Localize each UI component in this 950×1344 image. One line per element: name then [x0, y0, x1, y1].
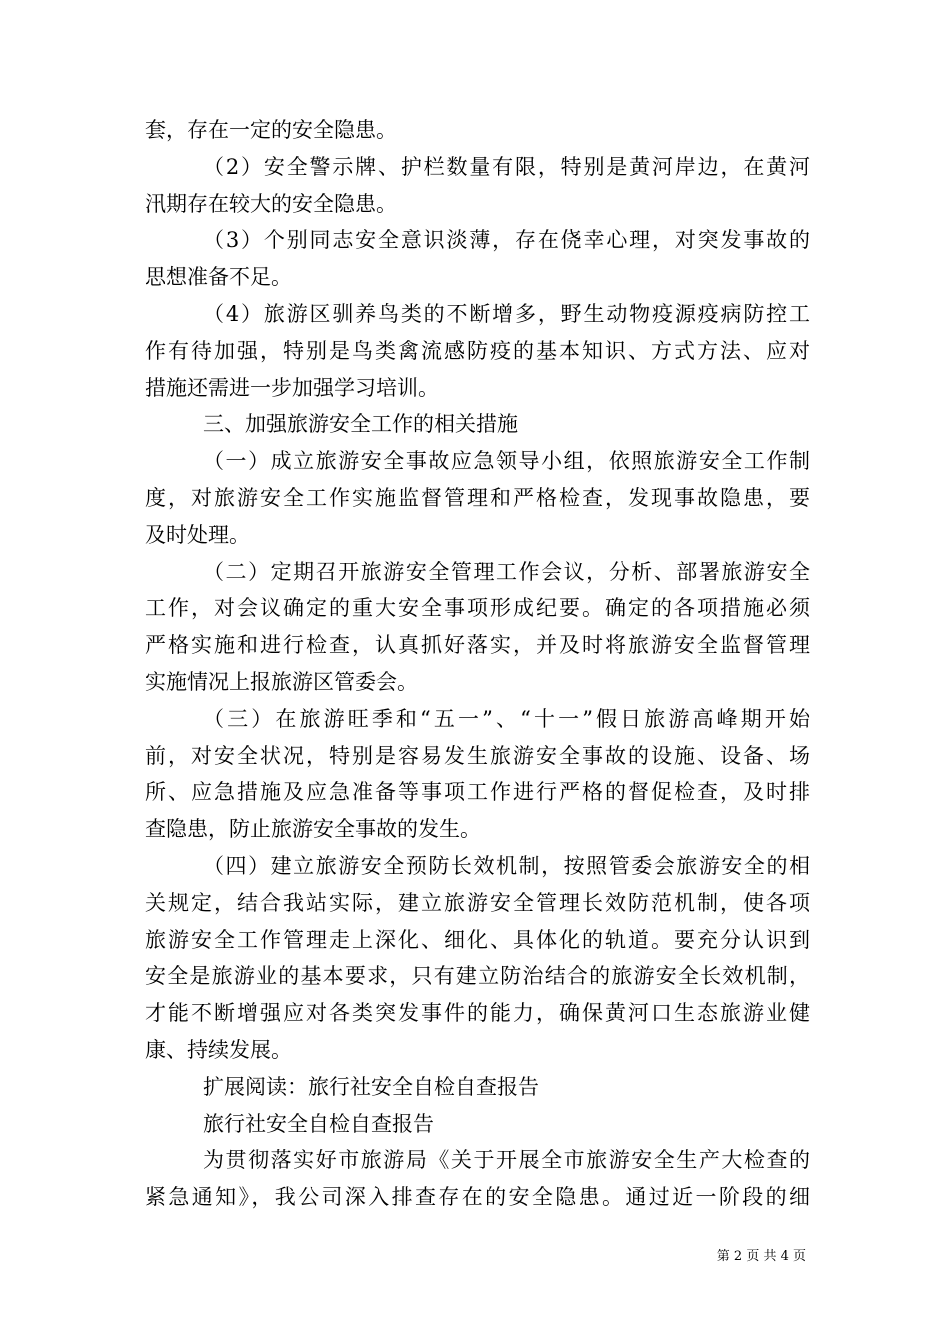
- text-line: 为贯彻落实好市旅游局《关于开展全市旅游安全生产大检查的: [203, 1148, 810, 1173]
- text-line: （四）建立旅游安全预防长效机制，按照管委会旅游安全的相: [203, 853, 810, 878]
- text-line: 才能不断增强应对各类突发事件的能力，确保黄河口生态旅游业健: [145, 1001, 810, 1026]
- text-line: 前，对安全状况，特别是容易发生旅游安全事故的设施、设备、场: [145, 743, 810, 768]
- document-body: [145, 112, 810, 1216]
- text-line: 思想准备不足。: [145, 265, 292, 290]
- text-line: （4）旅游区驯养鸟类的不断增多，野生动物疫源疫病防控工: [203, 301, 810, 326]
- text-line: 紧急通知》，我公司深入排查存在的安全隐患。通过近一阶段的细: [145, 1185, 810, 1210]
- text-line: 工作，对会议确定的重大安全事项形成纪要。确定的各项措施必须: [145, 596, 810, 621]
- text-line: 实施情况上报旅游区管委会。: [145, 669, 418, 694]
- text-line: （二）定期召开旅游安全管理工作会议，分析、部署旅游安全: [203, 559, 810, 584]
- text-line: （一）成立旅游安全事故应急领导小组，依照旅游安全工作制: [203, 449, 810, 474]
- text-line: 及时处理。: [145, 522, 250, 547]
- text-line: 旅行社安全自检自查报告: [203, 1111, 434, 1136]
- text-line: （3）个别同志安全意识淡薄，存在侥幸心理，对突发事故的: [203, 228, 810, 253]
- text-line: （三）在旅游旺季和“五一”、“十一”假日旅游高峰期开始: [203, 706, 810, 731]
- text-line: 汛期存在较大的安全隐患。: [145, 191, 397, 216]
- text-line: 关规定，结合我站实际，建立旅游安全管理长效防范机制，使各项: [145, 890, 810, 915]
- text-line: 查隐患，防止旅游安全事故的发生。: [145, 817, 481, 842]
- text-line: 扩展阅读：旅行社安全自检自查报告: [203, 1074, 539, 1099]
- page-number-footer: 第 2 页 共 4 页: [716, 1249, 806, 1264]
- text-line: 康、持续发展。: [145, 1037, 292, 1062]
- text-line: 所、应急措施及应急准备等事项工作进行严格的督促检查，及时排: [145, 780, 810, 805]
- text-line: 作有待加强，特别是鸟类禽流感防疫的基本知识、方式方法、应对: [145, 338, 810, 363]
- text-line: 安全是旅游业的基本要求，只有建立防治结合的旅游安全长效机制，: [145, 964, 810, 989]
- text-line: 度，对旅游安全工作实施监督管理和严格检查，发现事故隐患，要: [145, 485, 810, 510]
- text-line: 措施还需进一步加强学习培训。: [145, 375, 439, 400]
- text-line: （2）安全警示牌、护栏数量有限，特别是黄河岸边，在黄河: [203, 154, 810, 179]
- text-line: 旅游安全工作管理走上深化、细化、具体化的轨道。要充分认识到: [145, 927, 810, 952]
- text-line: 三、加强旅游安全工作的相关措施: [203, 412, 518, 437]
- text-line: 严格实施和进行检查，认真抓好落实，并及时将旅游安全监督管理: [145, 633, 810, 658]
- text-line: 套，存在一定的安全隐患。: [145, 118, 397, 142]
